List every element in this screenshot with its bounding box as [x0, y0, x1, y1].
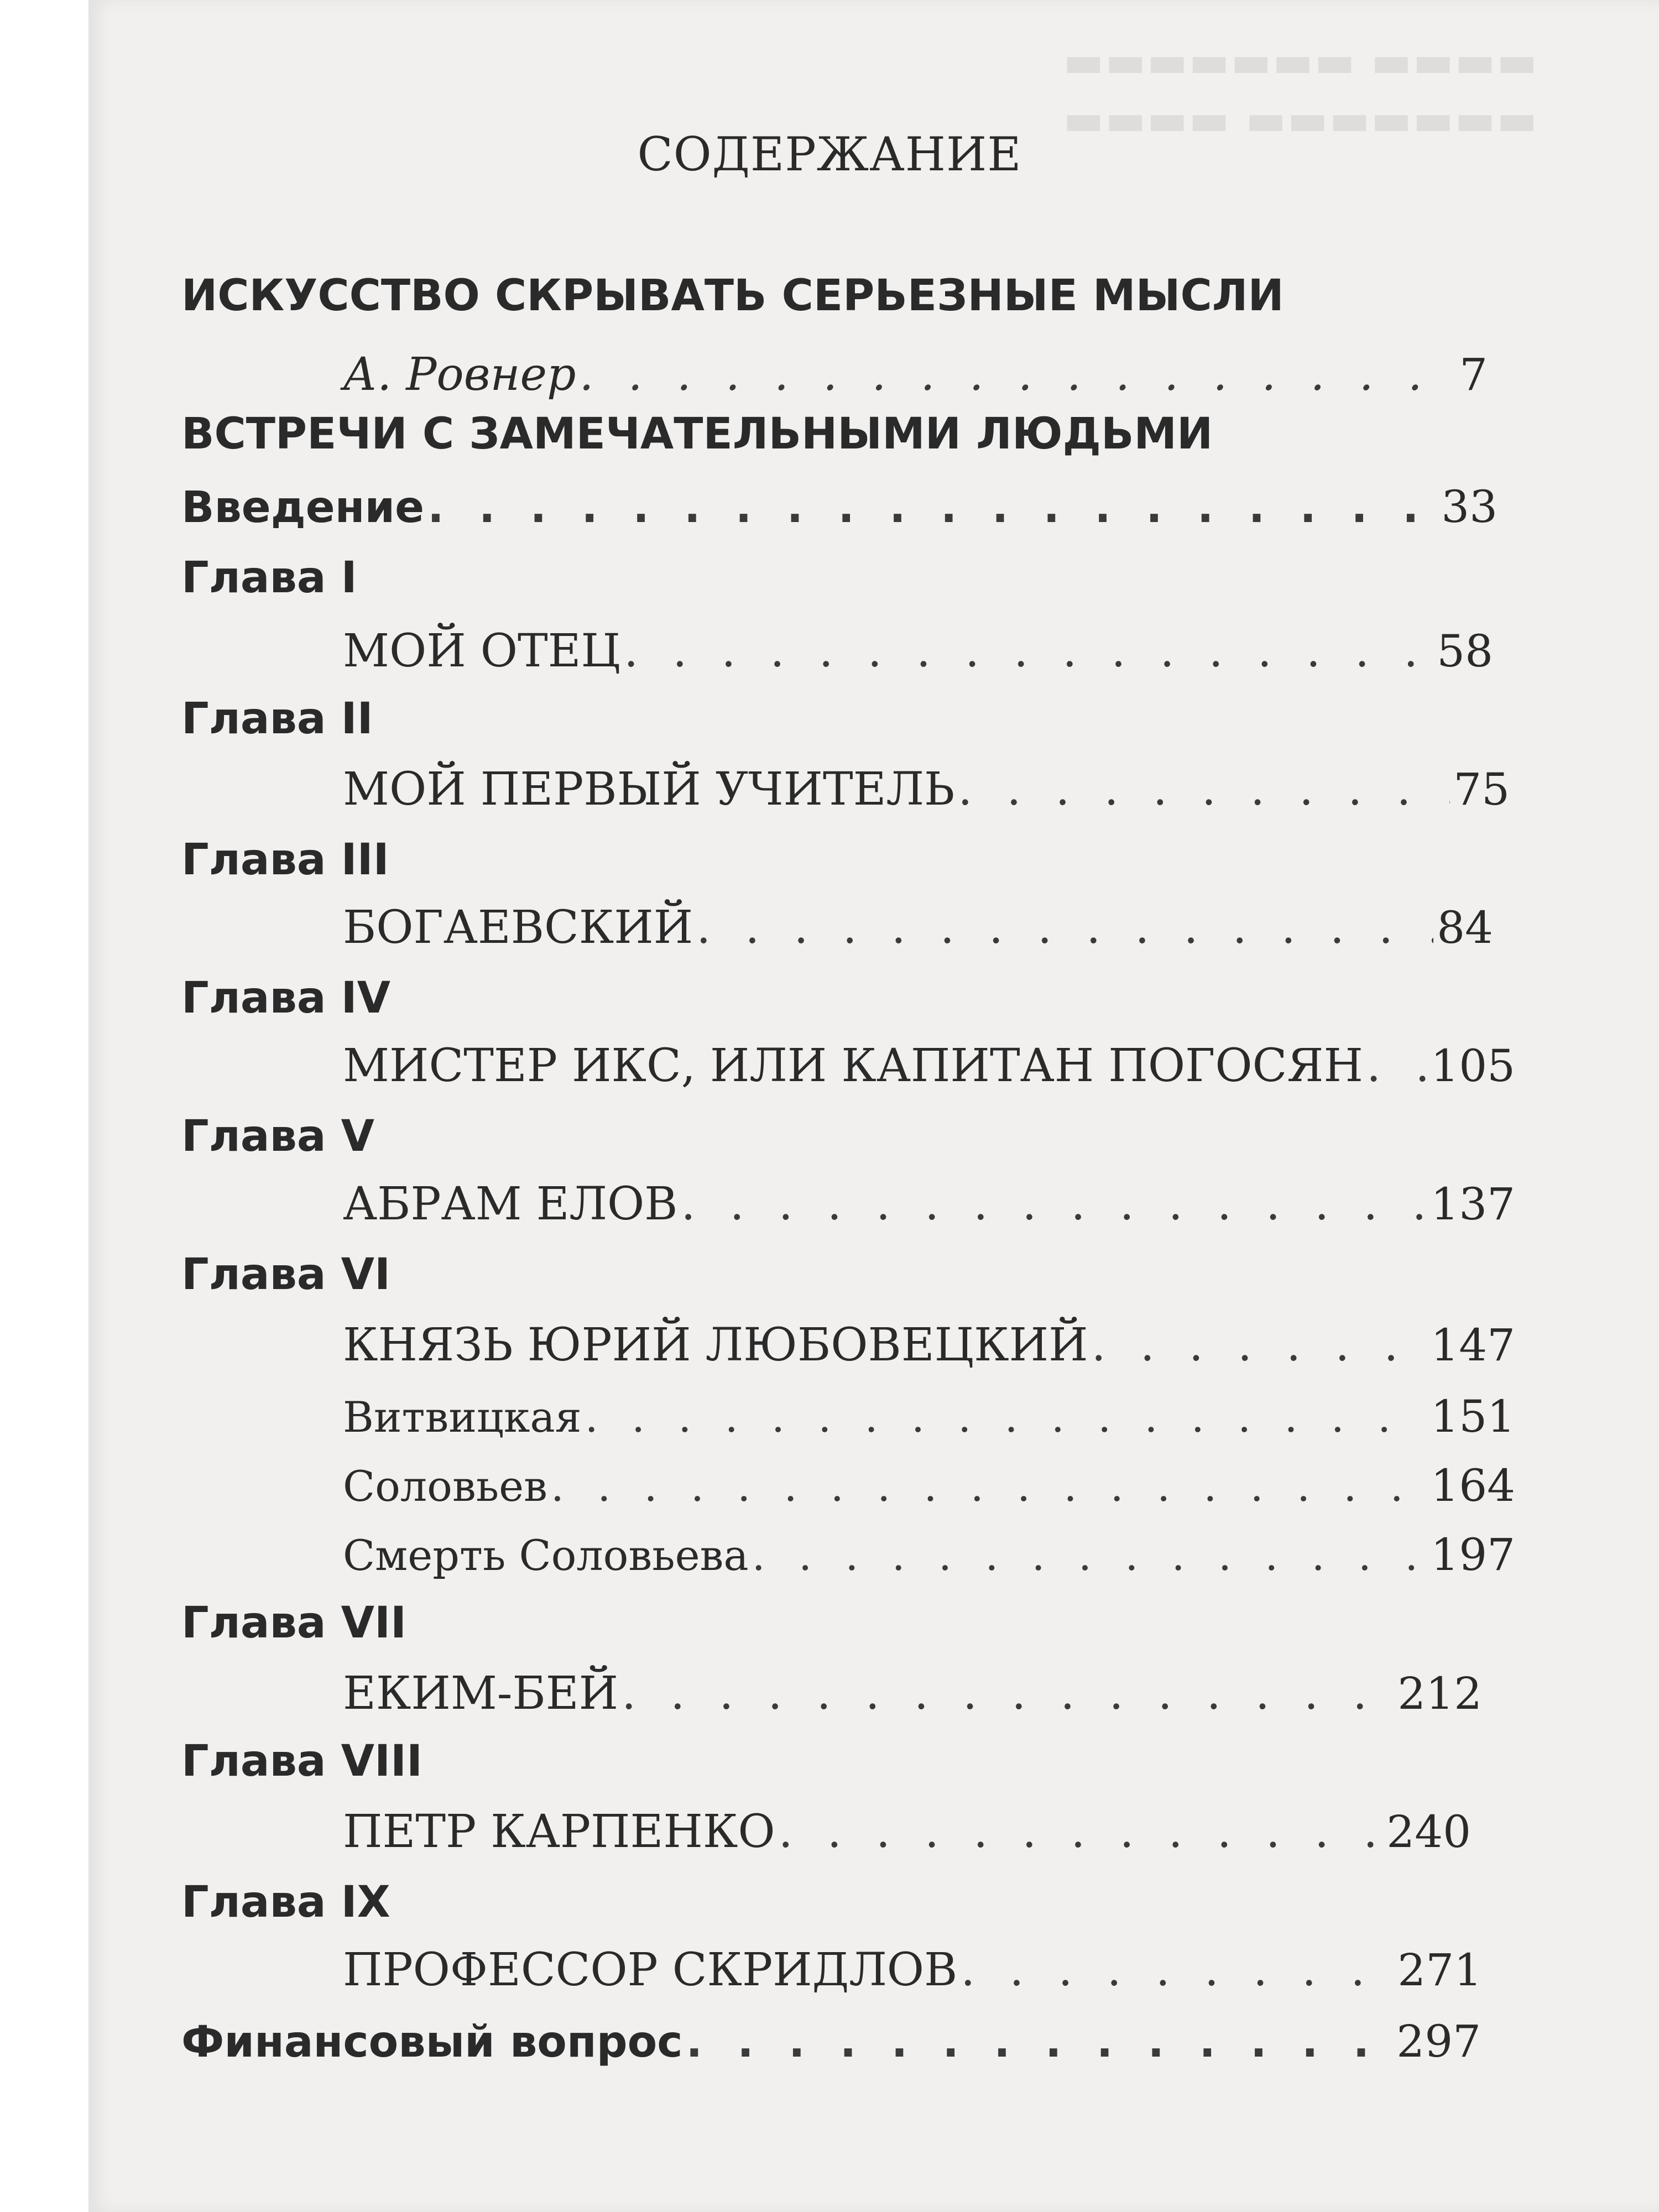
entry-text: БОГАЕВСКИЙ: [343, 901, 693, 954]
entry-text: МИСТЕР ИКС, ИЛИ КАПИТАН ПОГОСЯН: [343, 1040, 1364, 1092]
leader-dots: [622, 1667, 1394, 1720]
chapter-label: [181, 553, 357, 603]
entry-text: ИСКУССТВО СКРЫВАТЬ СЕРЬЕЗНЫЕ МЫСЛИ: [181, 271, 1284, 321]
entry-text: Глава II: [181, 694, 373, 744]
entry-text: Глава IX: [181, 1877, 390, 1927]
entry-text: Глава I: [181, 553, 357, 603]
leader-dots: [427, 483, 1438, 533]
toc-entry: [181, 481, 1498, 533]
entry-text: Введение: [181, 483, 425, 533]
chapter-label: [181, 1112, 374, 1161]
leader-dots: [551, 1462, 1427, 1511]
entry-text: МОЙ ПЕРВЫЙ УЧИТЕЛЬ: [343, 763, 955, 816]
toc-entry: [181, 2016, 1481, 2067]
page-number: 147: [1431, 1319, 1515, 1371]
page-number: 197: [1431, 1529, 1515, 1580]
toc-entry: [343, 1944, 1482, 1996]
page-number: 164: [1431, 1460, 1515, 1511]
entry-text: ВСТРЕЧИ С ЗАМЕЧАТЕЛЬНЫМИ ЛЮДЬМИ: [181, 409, 1213, 459]
chapter-label: [181, 1598, 406, 1648]
leader-dots: [580, 348, 1457, 401]
chapter-label: [181, 694, 373, 744]
entry-text: Соловьев: [343, 1462, 547, 1511]
toc-entry: [343, 1806, 1471, 1858]
toc-subentry: [343, 1529, 1515, 1580]
leader-dots: [686, 2017, 1393, 2067]
page-number: 151: [1431, 1391, 1515, 1442]
leader-dots: [1092, 1319, 1428, 1371]
toc-entry: [343, 348, 1488, 401]
toc-entry: [343, 901, 1493, 954]
entry-text: Смерть Соловьева: [343, 1531, 749, 1580]
bleed-through-text: ▬▬▬▬ ▬▬▬▬▬▬▬ ▬▬▬▬▬▬▬ ▬▬▬▬: [1062, 37, 1537, 145]
chapter-label: [181, 973, 390, 1023]
entry-text: Финансовый вопрос: [181, 2017, 683, 2067]
toc-entry: [343, 1040, 1515, 1092]
chapter-label: [181, 835, 389, 885]
page-number: 33: [1441, 481, 1498, 533]
toc-subentry: [343, 1391, 1515, 1442]
toc-entry: [343, 1667, 1482, 1720]
page-number: 271: [1397, 1944, 1482, 1996]
entry-text: А. Ровнер: [343, 348, 576, 401]
page-number: 84: [1437, 902, 1493, 953]
leader-dots: [1366, 1040, 1427, 1092]
page-number: 212: [1397, 1668, 1482, 1719]
entry-text: ЕКИМ-БЕЙ: [343, 1667, 619, 1720]
chapter-label: [181, 1736, 422, 1786]
leader-dots: [958, 763, 1450, 816]
page-number: 240: [1386, 1806, 1471, 1858]
leader-dots: [624, 625, 1433, 677]
entry-text: Глава III: [181, 835, 389, 885]
page-number: 297: [1396, 2016, 1481, 2067]
entry-text: Витвицкая: [343, 1392, 582, 1442]
entry-text: АБРАМ ЕЛОВ: [343, 1178, 678, 1230]
leader-dots: [681, 1178, 1427, 1230]
entry-text: КНЯЗЬ ЮРИЙ ЛЮБОВЕЦКИЙ: [343, 1319, 1088, 1371]
page-number: 105: [1431, 1040, 1515, 1092]
section-heading: [181, 409, 1213, 459]
page-number: 137: [1431, 1178, 1515, 1230]
entry-text: Глава V: [181, 1112, 374, 1161]
toc-entry: [343, 1178, 1515, 1230]
page-number: 7: [1459, 349, 1488, 400]
leader-dots: [696, 901, 1433, 954]
leader-dots: [961, 1944, 1394, 1996]
entry-text: Глава VII: [181, 1598, 407, 1648]
toc-entry: [343, 763, 1510, 816]
section-heading: [181, 271, 1284, 321]
entry-text: ПЕТР КАРПЕНКО: [343, 1806, 775, 1858]
toc-entry: [343, 625, 1493, 677]
page-title: СОДЕРЖАНИЕ: [637, 127, 1022, 181]
page-number: 75: [1453, 764, 1510, 815]
page-number: 58: [1437, 625, 1493, 677]
leader-dots: [752, 1531, 1428, 1580]
chapter-label: [181, 1250, 390, 1300]
toc-entry: [343, 1319, 1515, 1371]
leader-dots: [779, 1806, 1384, 1858]
entry-text: Глава VI: [181, 1250, 391, 1300]
leader-dots: [585, 1392, 1428, 1442]
entry-text: Глава IV: [181, 973, 391, 1023]
entry-text: Глава VIII: [181, 1736, 423, 1786]
chapter-label: [181, 1877, 390, 1927]
toc-subentry: [343, 1460, 1515, 1511]
entry-text: ПРОФЕССОР СКРИДЛОВ: [343, 1944, 958, 1996]
entry-text: МОЙ ОТЕЦ: [343, 625, 621, 677]
